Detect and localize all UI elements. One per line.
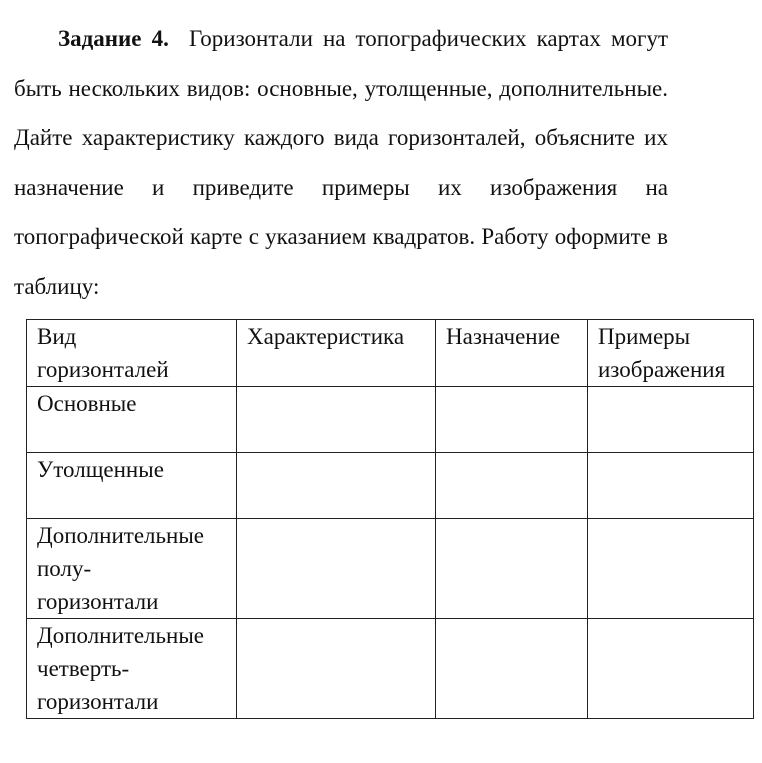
empty-cell[interactable] <box>237 619 436 719</box>
row-type-line3: горизонтали <box>37 689 159 714</box>
header-characteristic: Характеристика <box>237 320 436 387</box>
task-heading: Задание 4. <box>58 26 169 51</box>
row-type-line2: полу- <box>37 556 92 581</box>
header-type-line2: горизонталей <box>37 357 169 382</box>
empty-cell[interactable] <box>237 387 436 453</box>
contour-lines-table <box>26 319 754 719</box>
empty-cell[interactable] <box>436 387 588 453</box>
row-type-cell <box>27 453 237 519</box>
header-purpose: Назначение <box>436 320 588 387</box>
header-examples-line1: Примеры <box>598 324 691 349</box>
table-row <box>27 387 754 453</box>
table-header-row <box>27 320 754 387</box>
header-type-line1: Вид <box>37 324 77 349</box>
table-row <box>27 453 754 519</box>
table-row <box>27 519 754 619</box>
row-type-line1: Дополнительные <box>37 623 204 648</box>
empty-cell[interactable] <box>237 453 436 519</box>
task-text: Горизонтали на топографических картах могут быть нескольких видов: основные, утолщенные, дополнительные. Дайте характеристику каждого вида горизонталей, объясните их назначение и приведите примеры их изображения на топографической карте с указанием квадратов. Работу оформите в таблицу: <box>14 26 668 299</box>
row-type-line1: Утолщенные <box>37 457 164 482</box>
row-type-line1: Основные <box>37 391 137 416</box>
empty-cell[interactable] <box>237 519 436 619</box>
header-examples <box>588 320 754 387</box>
row-type-cell <box>27 519 237 619</box>
empty-cell[interactable] <box>436 519 588 619</box>
header-examples-line2: изображения <box>598 357 726 382</box>
empty-cell[interactable] <box>588 619 754 719</box>
header-type <box>27 320 237 387</box>
empty-cell[interactable] <box>588 453 754 519</box>
row-type-line3: горизонтали <box>37 589 159 614</box>
empty-cell[interactable] <box>588 519 754 619</box>
row-type-line2: четверть- <box>37 656 130 681</box>
row-type-line1: Дополнительные <box>37 523 204 548</box>
table-row <box>27 619 754 719</box>
task-paragraph <box>14 14 668 311</box>
row-type-cell <box>27 619 237 719</box>
empty-cell[interactable] <box>588 387 754 453</box>
empty-cell[interactable] <box>436 619 588 719</box>
row-type-cell <box>27 387 237 453</box>
empty-cell[interactable] <box>436 453 588 519</box>
